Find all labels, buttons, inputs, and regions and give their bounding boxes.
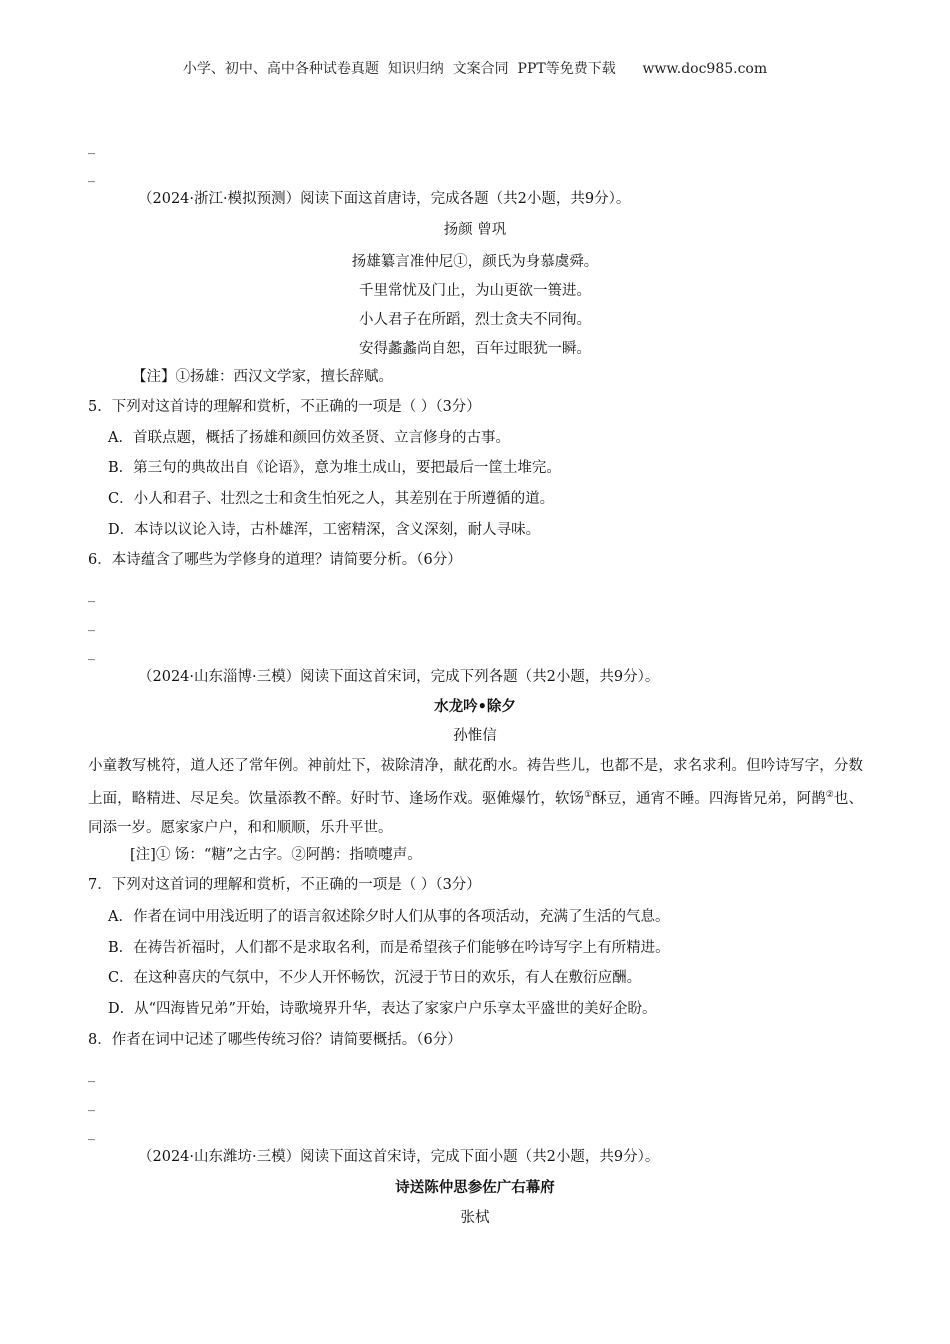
footnote-marker: ② xyxy=(825,790,834,800)
poem2-body-part: 小童教写桃符，道人还了常年例。神前灶下，祓除清净，献花酌水。祷告些儿，也都不是，求名求利。但吟诗写字，分数上面，略精进、尽足矣。饮量添教不醉。好时节、逢场作戏。驱傩爆竹，软饧 xyxy=(88,758,863,807)
poem1-line: 千里常忧及门止，为山更欲一篑进。 xyxy=(359,283,591,299)
q5-option-a[interactable]: A．首联点题，概括了扬雄和颜回仿效圣贤、立言修身的古事。 xyxy=(108,430,510,446)
answer-blank[interactable]: _ xyxy=(88,1096,95,1112)
q5-option-b[interactable]: B．第三句的典故出自《论语》，意为堆土成山，要把最后一筐土堆完。 xyxy=(108,460,561,476)
answer-blank[interactable]: _ xyxy=(88,616,95,632)
footnote-marker: ① xyxy=(584,790,593,800)
section3-intro: （2024·山东潍坊·三模）阅读下面这首宋诗，完成下面小题（共2小题，共9分）。 xyxy=(138,1149,660,1165)
poem2-body-part: 酥豆，通宵不睡。四海皆兄弟，阿鹊 xyxy=(592,790,826,807)
q7-option-d[interactable]: D．从“四海皆兄弟”开始，诗歌境界升华，表达了家家户户乐享太平盛世的美好企盼。 xyxy=(108,1001,657,1017)
q7-option-b[interactable]: B．在祷告祈福时，人们都不是求取名利，而是希望孩子们能够在吟诗写字上有所精进。 xyxy=(108,940,670,956)
poem2-title: 水龙吟•除夕 xyxy=(434,698,516,715)
answer-blank: _ xyxy=(88,167,95,183)
header-text: 小学、初中、高中各种试卷真题 知识归纳 文案合同 PPT等免费下载 xyxy=(182,61,616,77)
poem2-body xyxy=(88,752,863,843)
poem1-line: 扬雄纂言准仲尼①，颜氏为身慕虞舜。 xyxy=(351,254,599,270)
question-5-stem: 5．下列对这首诗的理解和赏析，不正确的一项是（ ）（3分） xyxy=(88,399,481,415)
answer-blank[interactable]: _ xyxy=(88,1125,95,1141)
question-6-stem: 6．本诗蕴含了哪些为学修身的道理？请简要分析。（6分） xyxy=(88,552,462,568)
answer-blank[interactable]: _ xyxy=(88,645,95,661)
poem2-body-part: 也、同添一岁。愿家家户户，和和顺顺，乐升平世。 xyxy=(88,790,864,836)
answer-blank: _ xyxy=(88,139,95,155)
question-7-stem: 7．下列对这首词的理解和赏析，不正确的一项是（ ）（3分） xyxy=(88,877,481,893)
question-8-stem: 8．作者在词中记述了哪些传统习俗？请简要概括。（6分） xyxy=(88,1032,462,1048)
poem3-title: 诗送陈仲思参佐广右幕府 xyxy=(395,1179,555,1196)
poem1-line: 安得蠡蠡尚自恕，百年过眼犹一瞬。 xyxy=(359,341,591,357)
answer-blank[interactable]: _ xyxy=(88,1067,95,1083)
section2-intro: （2024·山东淄博·三模）阅读下面这首宋词，完成下列各题（共2小题，共9分）。 xyxy=(138,669,660,685)
page-header xyxy=(0,58,950,78)
header-url[interactable]: www.doc985.com xyxy=(642,61,768,77)
poem1-line: 小人君子在所蹈，烈士贪夫不同徇。 xyxy=(359,312,591,328)
q5-option-c[interactable]: C．小人和君子、壮烈之士和贪生怕死之人，其差别在于所遵循的道。 xyxy=(108,491,555,507)
q7-option-a[interactable]: A．作者在词中用浅近明了的语言叙述除夕时人们从事的各项活动，充满了生活的气息。 xyxy=(108,909,670,925)
q5-option-d[interactable]: D．本诗以议论入诗，古朴雄浑，工密精深，含义深刻，耐人寻味。 xyxy=(108,522,541,538)
poem2-author: 孙惟信 xyxy=(453,728,497,744)
poem2-note: [注]① 饧：“糖”之古字。②阿鹊：指喷嚏声。 xyxy=(130,847,422,863)
poem1-title: 扬颜 曾巩 xyxy=(443,222,507,238)
poem3-author: 张栻 xyxy=(460,1210,490,1226)
q7-option-c[interactable]: C．在这种喜庆的气氛中，不少人开怀畅饮，沉浸于节日的欢乐，有人在敷衍应酬。 xyxy=(108,970,642,986)
answer-blank[interactable]: _ xyxy=(88,587,95,603)
poem1-note: 【注】①扬雄：西汉文学家，擅长辞赋。 xyxy=(132,369,393,385)
section1-intro: （2024·浙江·模拟预测）阅读下面这首唐诗，完成各题（共2小题，共9分）。 xyxy=(138,191,631,207)
